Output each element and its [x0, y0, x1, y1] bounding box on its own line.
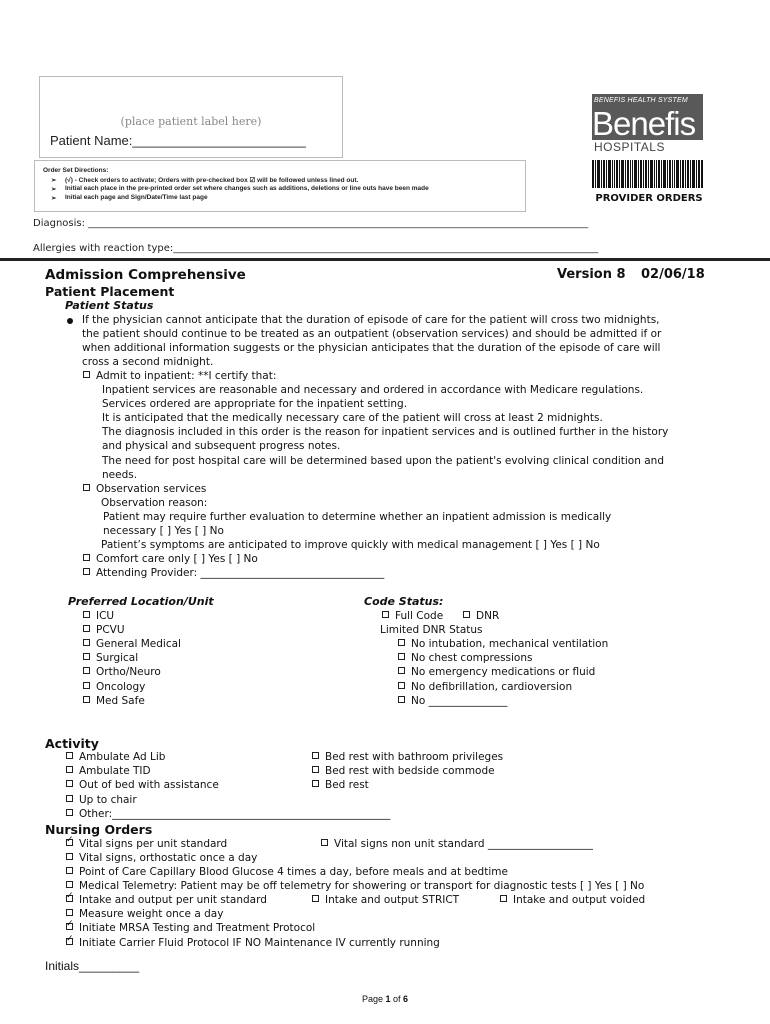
status-text: If the physician cannot anticipate that the duration of episode of care for the patient will cross two midnights,: [82, 314, 660, 326]
full-code-option[interactable]: [382, 610, 443, 622]
direction-text: Initial each page and Sign/Date/Time last page: [65, 194, 208, 201]
bullet-icon: [67, 318, 73, 324]
observation-label: Observation services: [96, 483, 207, 495]
divider: [0, 258, 770, 261]
nursing-option[interactable]: [66, 894, 267, 906]
checkbox[interactable]: [66, 881, 73, 888]
activity-label: Ambulate TID: [79, 765, 151, 777]
dnr-limit-label: No defibrillation, cardioversion: [411, 681, 573, 693]
checkbox[interactable]: [382, 611, 389, 618]
nursing-label: Initiate MRSA Testing and Treatment Protocol: [79, 922, 316, 934]
dnr-limit-label: No _______________: [411, 695, 508, 707]
nursing-option[interactable]: [500, 894, 645, 906]
code-status-heading: Code Status:: [364, 595, 444, 608]
dnr-limit-option[interactable]: [398, 695, 507, 707]
limited-dnr-label: Limited DNR Status: [380, 624, 483, 636]
admit-text: Inpatient services are reasonable and necessary and ordered in accordance with Medicare regulations.: [102, 384, 644, 396]
observation-option[interactable]: [83, 483, 206, 495]
activity-label: Up to chair: [79, 794, 137, 806]
label-placeholder: (place patient label here): [120, 115, 262, 128]
direction-text: Initial each place in the pre-printed order set where changes such as additions, deletions or line outs have been made: [65, 185, 429, 192]
logo-system-text: BENEFIS HEALTH SYSTEM: [594, 97, 688, 104]
status-text: when additional information suggests or the physician anticipates that the duration of the episode of care will: [82, 342, 661, 354]
logo-name-text: Benefis: [592, 105, 696, 142]
checkbox[interactable]: [321, 839, 328, 846]
checkbox[interactable]: [83, 611, 90, 618]
page-number: 1: [385, 994, 391, 1004]
nursing-option[interactable]: [66, 922, 315, 934]
page-footer: [0, 994, 770, 1004]
checkbox[interactable]: [66, 766, 73, 773]
nursing-option[interactable]: [66, 852, 257, 864]
checkbox[interactable]: [83, 639, 90, 646]
location-option[interactable]: [83, 624, 125, 636]
logo-hospitals-text: HOSPITALS: [594, 140, 665, 154]
full-code-label: Full Code: [395, 610, 444, 622]
activity-option[interactable]: [312, 765, 495, 777]
checkbox[interactable]: [83, 696, 90, 703]
dnr-limit-label: No chest compressions: [411, 652, 533, 664]
nursing-label: Vital signs, orthostatic once a day: [79, 852, 258, 864]
direction-item: [51, 185, 429, 193]
activity-option[interactable]: [312, 751, 503, 763]
checkbox[interactable]: [66, 752, 73, 759]
footer-prefix: Page: [361, 994, 386, 1004]
provider-orders-label: PROVIDER ORDERS: [595, 193, 703, 204]
barcode-icon: [592, 160, 703, 188]
document-date: 02/06/18: [641, 267, 705, 282]
location-label: ICU: [96, 610, 115, 622]
nursing-option[interactable]: [312, 894, 459, 906]
checkbox[interactable]: [398, 696, 405, 703]
version-label: Version 8: [557, 267, 626, 282]
patient-status-heading: Patient Status: [65, 299, 154, 312]
nursing-orders-heading: Nursing Orders: [45, 822, 153, 837]
location-label: Ortho/Neuro: [96, 666, 161, 678]
location-label: PCVU: [96, 624, 125, 636]
location-heading: Preferred Location/Unit: [68, 595, 214, 608]
checkbox[interactable]: [83, 554, 90, 561]
checkbox[interactable]: [312, 766, 319, 773]
nursing-option[interactable]: [66, 937, 440, 949]
checkbox[interactable]: [83, 568, 90, 575]
checkbox[interactable]: [398, 682, 405, 689]
dnr-limit-label: No emergency medications or fluid: [411, 666, 596, 678]
benefis-logo: [592, 94, 703, 154]
nursing-label: Measure weight once a day: [79, 908, 224, 920]
location-option[interactable]: [83, 666, 161, 678]
order-set-directions: [34, 160, 526, 212]
checkbox[interactable]: [66, 867, 73, 874]
admit-text: and physical and subsequent progress notes.: [102, 440, 341, 452]
directions-title: Order Set Directions:: [43, 167, 109, 174]
admit-text: The need for post hospital care will be determined based upon the patient's evolving clinical condition and: [102, 455, 664, 467]
nursing-label: Initiate Carrier Fluid Protocol IF NO Maintenance IV currently running: [79, 937, 440, 949]
nursing-label: Medical Telemetry: Patient may be off telemetry for showering or transport for diagnostic tests [ ] Yes [ ] No: [79, 880, 645, 892]
checkbox[interactable]: [66, 909, 73, 916]
activity-label: Bed rest with bedside commode: [325, 765, 495, 777]
activity-option[interactable]: [66, 779, 219, 791]
activity-option[interactable]: [66, 808, 390, 820]
activity-label: Bed rest: [325, 779, 369, 791]
activity-label: Ambulate Ad Lib: [79, 751, 166, 763]
dnr-label: DNR: [476, 610, 500, 622]
document-title: Admission Comprehensive: [45, 267, 246, 283]
checkbox[interactable]: [398, 639, 405, 646]
dnr-limit-option[interactable]: [398, 681, 572, 693]
location-option[interactable]: [83, 610, 114, 622]
location-option[interactable]: [83, 652, 138, 664]
checkbox[interactable]: [463, 611, 470, 618]
admit-text: Services ordered are appropriate for the inpatient setting.: [102, 398, 408, 410]
nursing-label: Vital signs per unit standard: [79, 838, 228, 850]
checkbox[interactable]: [83, 682, 90, 689]
patient-label-box: [39, 76, 343, 158]
checkbox[interactable]: [66, 809, 73, 816]
nursing-label: Intake and output per unit standard: [79, 894, 267, 906]
checkbox[interactable]: [312, 752, 319, 759]
status-text: the patient should continue to be treated as an outpatient (observation services) and should be admitted if or: [82, 328, 662, 340]
dnr-limit-option[interactable]: [398, 652, 532, 664]
checkbox[interactable]: [83, 667, 90, 674]
nursing-label: Vital signs non unit standard ____________________: [334, 838, 593, 850]
checkbox[interactable]: [83, 625, 90, 632]
arrow-bullet-icon: ➢: [51, 186, 57, 193]
initials-field[interactable]: Initials_________: [45, 959, 140, 973]
nursing-label: Point of Care Capillary Blood Glucose 4 times a day, before meals and at bedtime: [79, 866, 508, 878]
patient-placement-heading: Patient Placement: [45, 284, 175, 299]
checkbox[interactable]: [312, 780, 319, 787]
location-option[interactable]: [83, 695, 145, 707]
checkbox[interactable]: [66, 795, 73, 802]
nursing-option[interactable]: [66, 880, 644, 892]
arrow-bullet-icon: ➢: [51, 195, 57, 202]
checkbox[interactable]: [398, 667, 405, 674]
checkbox[interactable]: [500, 895, 507, 902]
arrow-bullet-icon: ➢: [51, 177, 57, 184]
patient-name-field[interactable]: Patient Name:________________________: [50, 133, 306, 148]
diagnosis-field[interactable]: Diagnosis: ____________________________________________________________________________________________________: [33, 218, 589, 229]
admit-label: Admit to inpatient: **I certify that:: [96, 370, 277, 382]
checkbox[interactable]: [66, 853, 73, 860]
activity-label: Other:_____________________________________________________: [79, 808, 391, 820]
observation-reason-label: Observation reason:: [101, 497, 208, 509]
footer-of: of: [390, 994, 404, 1004]
attending-provider-option[interactable]: [83, 567, 384, 579]
location-label: Surgical: [96, 652, 139, 664]
direction-item: [51, 176, 359, 184]
activity-heading: Activity: [45, 736, 99, 751]
location-option[interactable]: [83, 638, 181, 650]
checkbox[interactable]: [398, 653, 405, 660]
location-label: Oncology: [96, 681, 146, 693]
admit-text: needs.: [102, 469, 138, 481]
location-option[interactable]: [83, 681, 145, 693]
dnr-limit-label: No intubation, mechanical ventilation: [411, 638, 609, 650]
dnr-limit-option[interactable]: [398, 638, 608, 650]
nursing-option[interactable]: [321, 838, 593, 850]
admit-inpatient-option[interactable]: [83, 370, 276, 382]
direction-text: (√) - Check orders to activate; Orders with pre-checked box ☑ will be followed unless lined out.: [65, 177, 359, 184]
activity-label: Bed rest with bathroom privileges: [325, 751, 504, 763]
dnr-limit-option[interactable]: [398, 666, 595, 678]
checked-checkbox[interactable]: [66, 938, 73, 945]
activity-option[interactable]: [312, 779, 369, 791]
admit-text: The diagnosis included in this order is the reason for inpatient services and is outlined further in the history: [102, 426, 669, 438]
checkbox[interactable]: [312, 895, 319, 902]
comfort-label: Comfort care only [ ] Yes [ ] No: [96, 553, 258, 565]
checked-checkbox[interactable]: [66, 895, 73, 902]
checked-checkbox[interactable]: [66, 839, 73, 846]
admit-text: It is anticipated that the medically necessary care of the patient will cross at least 2 midnights.: [102, 412, 603, 424]
location-label: Med Safe: [96, 695, 145, 707]
page-total: 6: [403, 994, 409, 1004]
dnr-option[interactable]: [463, 610, 499, 622]
attending-label: Attending Provider: ___________________________________: [96, 567, 385, 579]
direction-item: [51, 194, 208, 202]
observation-text[interactable]: Patient may require further evaluation to determine whether an inpatient admission is medically: [103, 511, 612, 523]
status-text: cross a second midnight.: [82, 356, 214, 368]
activity-option[interactable]: [66, 765, 151, 777]
checkbox[interactable]: [83, 371, 90, 378]
observation-text[interactable]: necessary [ ] Yes [ ] No: [103, 525, 224, 537]
nursing-option[interactable]: [66, 866, 508, 878]
checkbox[interactable]: [83, 653, 90, 660]
checked-checkbox[interactable]: [66, 923, 73, 930]
activity-option[interactable]: [66, 794, 137, 806]
nursing-label: Intake and output STRICT: [325, 894, 460, 906]
comfort-care-option[interactable]: [83, 553, 258, 565]
location-label: General Medical: [96, 638, 181, 650]
activity-label: Out of bed with assistance: [79, 779, 219, 791]
allergies-field[interactable]: Allergies with reaction type:_____________________________________________________________________________________: [33, 243, 599, 254]
nursing-option[interactable]: [66, 908, 223, 920]
nursing-label: Intake and output voided: [513, 894, 646, 906]
observation-text[interactable]: Patient’s symptoms are anticipated to improve quickly with medical management [ ] Yes [ ] No: [101, 539, 600, 551]
checkbox[interactable]: [83, 484, 90, 491]
checkbox[interactable]: [66, 780, 73, 787]
nursing-option[interactable]: [66, 838, 227, 850]
activity-option[interactable]: [66, 751, 165, 763]
